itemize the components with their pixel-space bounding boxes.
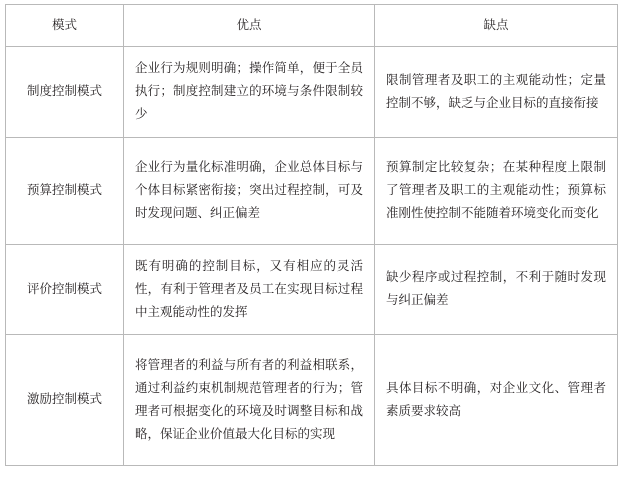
column-header-cons: 缺点 (375, 5, 618, 47)
cell-mode: 制度控制模式 (6, 47, 124, 137)
table-header-row (6, 5, 618, 47)
cell-pros: 将管理者的利益与所有者的利益相联系，通过利益约束机制规范管理者的行为；管理者可根据变化的环境及时调整目标和战略，保证企业价值最大化目标的实现 (124, 334, 375, 465)
cell-cons: 具体目标不明确，对企业文化、管理者素质要求较高 (375, 334, 618, 465)
table-row (6, 334, 618, 465)
control-mode-comparison-table (5, 4, 618, 466)
column-header-pros: 优点 (124, 5, 375, 47)
table-row (6, 47, 618, 137)
table-row (6, 244, 618, 334)
cell-pros: 企业行为规则明确；操作简单，便于全员执行；制度控制建立的环境与条件限制较少 (124, 47, 375, 137)
cell-mode: 预算控制模式 (6, 137, 124, 244)
cell-mode: 激励控制模式 (6, 334, 124, 465)
cell-pros: 企业行为量化标准明确，企业总体目标与个体目标紧密衔接；突出过程控制，可及时发现问题、纠正偏差 (124, 137, 375, 244)
cell-mode: 评价控制模式 (6, 244, 124, 334)
cell-cons: 缺少程序或过程控制，不利于随时发现与纠正偏差 (375, 244, 618, 334)
cell-cons: 限制管理者及职工的主观能动性；定量控制不够，缺乏与企业目标的直接衔接 (375, 47, 618, 137)
column-header-mode: 模式 (6, 5, 124, 47)
table-row (6, 137, 618, 244)
cell-cons: 预算制定比较复杂；在某种程度上限制了管理者及职工的主观能动性；预算标准刚性使控制不能随着环境变化而变化 (375, 137, 618, 244)
cell-pros: 既有明确的控制目标，又有相应的灵活性，有利于管理者及员工在实现目标过程中主观能动性的发挥 (124, 244, 375, 334)
